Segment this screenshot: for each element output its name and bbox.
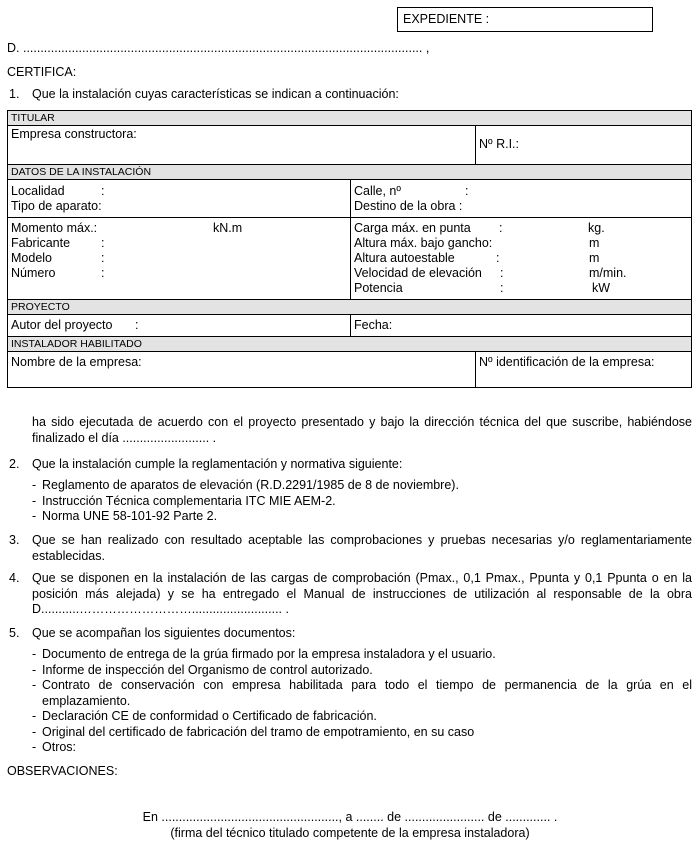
list-item: - Documento de entrega de la grúa firmado por la empresa instaladora y el usuario. xyxy=(32,647,692,663)
velocidad-colon: : xyxy=(500,266,504,280)
carga-colon: : xyxy=(499,221,503,235)
calle-label: Calle, nº xyxy=(354,184,401,198)
fecha-label: Fecha: xyxy=(354,318,393,332)
carga-label: Carga máx. en punta xyxy=(354,221,471,235)
empresa-constructora-label: Empresa constructora: xyxy=(11,127,137,141)
list-item: - Original del certificado de fabricación del tramo de empotramiento, en su caso xyxy=(32,725,692,741)
carga-unit: kg. xyxy=(588,221,605,235)
expediente-box xyxy=(397,7,653,32)
localidad-colon: : xyxy=(101,184,105,198)
altura-gancho-label: Altura máx. bajo gancho: xyxy=(354,236,493,250)
certifica-heading: CERTIFICA: xyxy=(7,65,77,79)
installation-table xyxy=(7,110,692,388)
localidad-cell xyxy=(8,180,350,217)
nri-cell xyxy=(475,126,691,164)
carga-cell xyxy=(350,218,691,299)
momento-label: Momento máx.: xyxy=(11,221,98,235)
fabricante-colon: : xyxy=(101,236,105,250)
titular-row xyxy=(8,126,691,165)
tipo-aparato-label: Tipo de aparato: xyxy=(11,199,102,213)
modelo-colon: : xyxy=(101,251,105,265)
nri-label: Nº R.I.: xyxy=(479,137,519,151)
modelo-label: Modelo xyxy=(11,251,52,265)
autor-label: Autor del proyecto xyxy=(11,318,113,332)
observaciones-heading: OBSERVACIONES: xyxy=(7,764,118,778)
datos-row-1 xyxy=(8,180,691,218)
altura-gancho-unit: m xyxy=(589,236,600,250)
section-titular: TITULAR xyxy=(8,111,691,126)
list-item: - Norma UNE 58-101-92 Parte 2. xyxy=(32,509,692,525)
item5-number: 5. xyxy=(9,626,20,640)
list-item: - Instrucción Técnica complementaria ITC MIE AEM-2. xyxy=(32,494,692,510)
item2-list xyxy=(32,478,692,525)
calle-cell xyxy=(350,180,691,217)
id-empresa-label: Nº identificación de la empresa: xyxy=(479,355,655,369)
fabricante-label: Fabricante xyxy=(11,236,71,250)
signature-line: En ..................................................., a ........ de ....................... de ............. . xyxy=(142,810,558,824)
item5-text: Que se acompañan los siguientes documentos: xyxy=(32,626,296,640)
list-item: - Informe de inspección del Organismo de control autorizado. xyxy=(32,663,692,679)
nombre-empresa-cell xyxy=(8,352,475,387)
id-empresa-cell xyxy=(475,352,691,387)
signature-note: (firma del técnico titulado competente de la empresa instaladora) xyxy=(170,826,530,840)
instalador-row xyxy=(8,352,691,387)
item1-number: 1. xyxy=(9,87,20,101)
localidad-label: Localidad xyxy=(11,184,65,198)
section-datos: DATOS DE LA INSTALACIÓN xyxy=(8,165,691,180)
item4-text: Que se disponen en la instalación de las cargas de comprobación (Pmax., 0,1 Pmax., Ppunta y 0,1 Ppunta o en la posición más alejada) y se ha entregado el Manual de instrucciones de utilización al responsable de la obra D...........……………………….......................... . xyxy=(32,571,692,616)
list-item: - Declaración CE de conformidad o Certificado de fabricación. xyxy=(32,709,692,725)
list-item: - Otros: xyxy=(32,740,692,756)
section-instalador: INSTALADOR HABILITADO xyxy=(8,337,691,352)
item4-number: 4. xyxy=(9,571,20,585)
expediente-label: EXPEDIENTE : xyxy=(403,12,490,26)
potencia-label: Potencia xyxy=(354,281,403,295)
numero-label: Número xyxy=(11,266,56,280)
after-table-text: ha sido ejecutada de acuerdo con el proyecto presentado y bajo la dirección técnica del que suscribe, habiéndose finalizado el día ......................... . xyxy=(32,415,692,445)
velocidad-label: Velocidad de elevación xyxy=(354,266,482,280)
item1-text: Que la instalación cuyas características se indican a continuación: xyxy=(32,87,399,101)
item2-number: 2. xyxy=(9,457,20,471)
destino-label: Destino de la obra : xyxy=(354,199,463,213)
nombre-empresa-label: Nombre de la empresa: xyxy=(11,355,142,369)
potencia-unit: kW xyxy=(592,281,611,295)
item3-text: Que se han realizado con resultado aceptable las comprobaciones y pruebas necesarias y/o reglamentariamente establecidas. xyxy=(32,533,692,563)
d-line: D. ................................................................................................................... , xyxy=(7,41,430,55)
velocidad-unit: m/min. xyxy=(589,266,627,280)
altura-autoestable-colon: : xyxy=(496,251,500,265)
section-proyecto: PROYECTO xyxy=(8,300,691,315)
list-item: - Reglamento de aparatos de elevación (R.D.2291/1985 de 8 de noviembre). xyxy=(32,478,692,494)
momento-unit: kN.m xyxy=(213,221,243,235)
proyecto-row xyxy=(8,315,691,337)
empresa-constructora-cell xyxy=(8,126,475,164)
altura-autoestable-label: Altura autoestable xyxy=(354,251,455,265)
potencia-colon: : xyxy=(500,281,504,295)
calle-colon: : xyxy=(465,184,469,198)
autor-colon: : xyxy=(135,318,139,332)
fecha-cell xyxy=(350,315,691,336)
item5-list xyxy=(32,647,692,756)
list-item: - Contrato de conservación con empresa habilitada para todo el tiempo de permanencia de la grúa en el emplazamiento. xyxy=(32,678,692,709)
altura-autoestable-unit: m xyxy=(589,251,600,265)
momento-cell xyxy=(8,218,350,299)
numero-colon: : xyxy=(101,266,105,280)
datos-row-2 xyxy=(8,218,691,300)
item2-text: Que la instalación cumple la reglamentación y normativa siguiente: xyxy=(32,457,403,471)
item3-number: 3. xyxy=(9,533,20,547)
autor-cell xyxy=(8,315,350,336)
